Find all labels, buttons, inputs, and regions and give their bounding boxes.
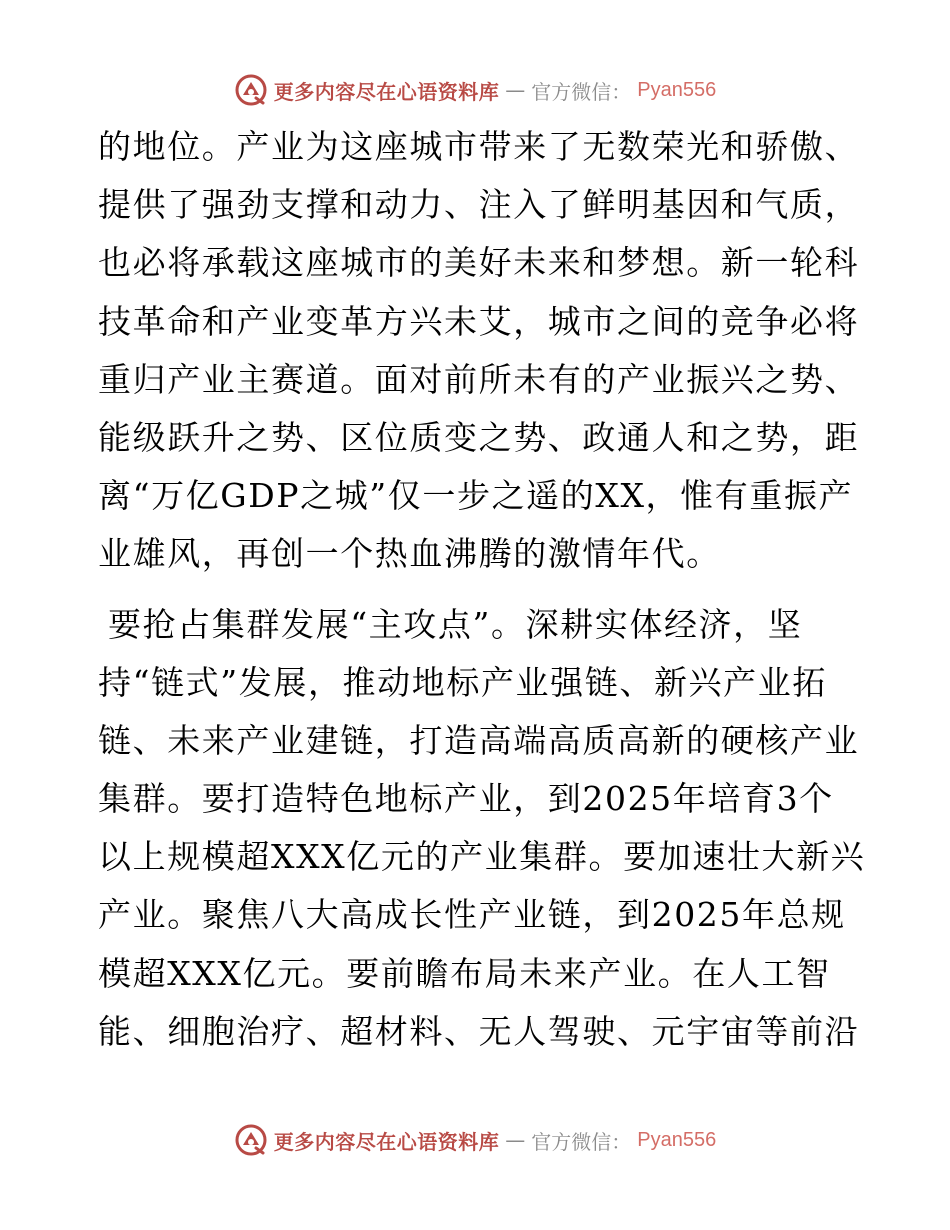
seal-logo-icon xyxy=(234,1123,268,1157)
footer-watermark xyxy=(0,1120,950,1160)
watermark-wechat-id: Pyan556 xyxy=(637,1128,717,1151)
paragraph-2 xyxy=(98,596,866,1062)
header-watermark xyxy=(0,70,950,110)
document-body xyxy=(98,118,866,1061)
watermark-text: 更多内容尽在心语资料库 xyxy=(273,1129,500,1154)
text-line: 集群。要打造特色地标产业，到2025年培育3个 xyxy=(98,779,834,819)
text-line: 业雄风，再创一个热血沸腾的激情年代。 xyxy=(98,534,721,574)
text-line: 模超XXX亿元。要前瞻布局未来产业。在人工智 xyxy=(98,953,831,993)
text-line: 以上规模超XXX亿元的产业集群。要加速壮大新兴 xyxy=(98,837,866,877)
text-line: 要抢占集群发展“主攻点”。深耕实体经济，坚 xyxy=(108,604,803,644)
paragraph-1 xyxy=(98,118,858,584)
watermark-wechat-id: Pyan556 xyxy=(637,78,717,101)
text-line: 技革命和产业变革方兴未艾，城市之间的竞争必将 xyxy=(98,301,860,341)
watermark-dash: — xyxy=(505,78,526,102)
text-line: 能、细胞治疗、超材料、无人驾驶、元宇宙等前沿 xyxy=(98,1011,860,1051)
watermark-text: 更多内容尽在心语资料库 xyxy=(273,79,500,104)
text-line: 能级跃升之势、区位质变之势、政通人和之势，距 xyxy=(98,417,860,457)
text-line: 重归产业主赛道。面对前所未有的产业振兴之势、 xyxy=(98,359,860,399)
text-line: 产业。聚焦八大高成长性产业链，到2025年总规 xyxy=(98,895,846,935)
watermark-dash: — xyxy=(505,1128,526,1152)
paragraph-spacer xyxy=(98,584,858,596)
seal-logo-icon xyxy=(234,73,268,107)
text-line: 提供了强劲支撑和动力、注入了鲜明基因和气质， xyxy=(98,185,860,225)
text-line: 也必将承载这座城市的美好未来和梦想。新一轮科 xyxy=(98,243,860,283)
watermark-wechat-label: 官方微信： xyxy=(531,79,632,104)
text-line: 持“链式”发展，推动地标产业强链、新兴产业拓 xyxy=(98,662,827,702)
text-line: 链、未来产业建链，打造高端高质高新的硬核产业 xyxy=(98,720,860,760)
text-line: 的地位。产业为这座城市带来了无数荣光和骄傲、 xyxy=(98,127,860,166)
text-line: 离“万亿GDP之城”仅一步之遥的XX，惟有重振产 xyxy=(98,476,854,516)
watermark-wechat-label: 官方微信： xyxy=(531,1129,632,1154)
